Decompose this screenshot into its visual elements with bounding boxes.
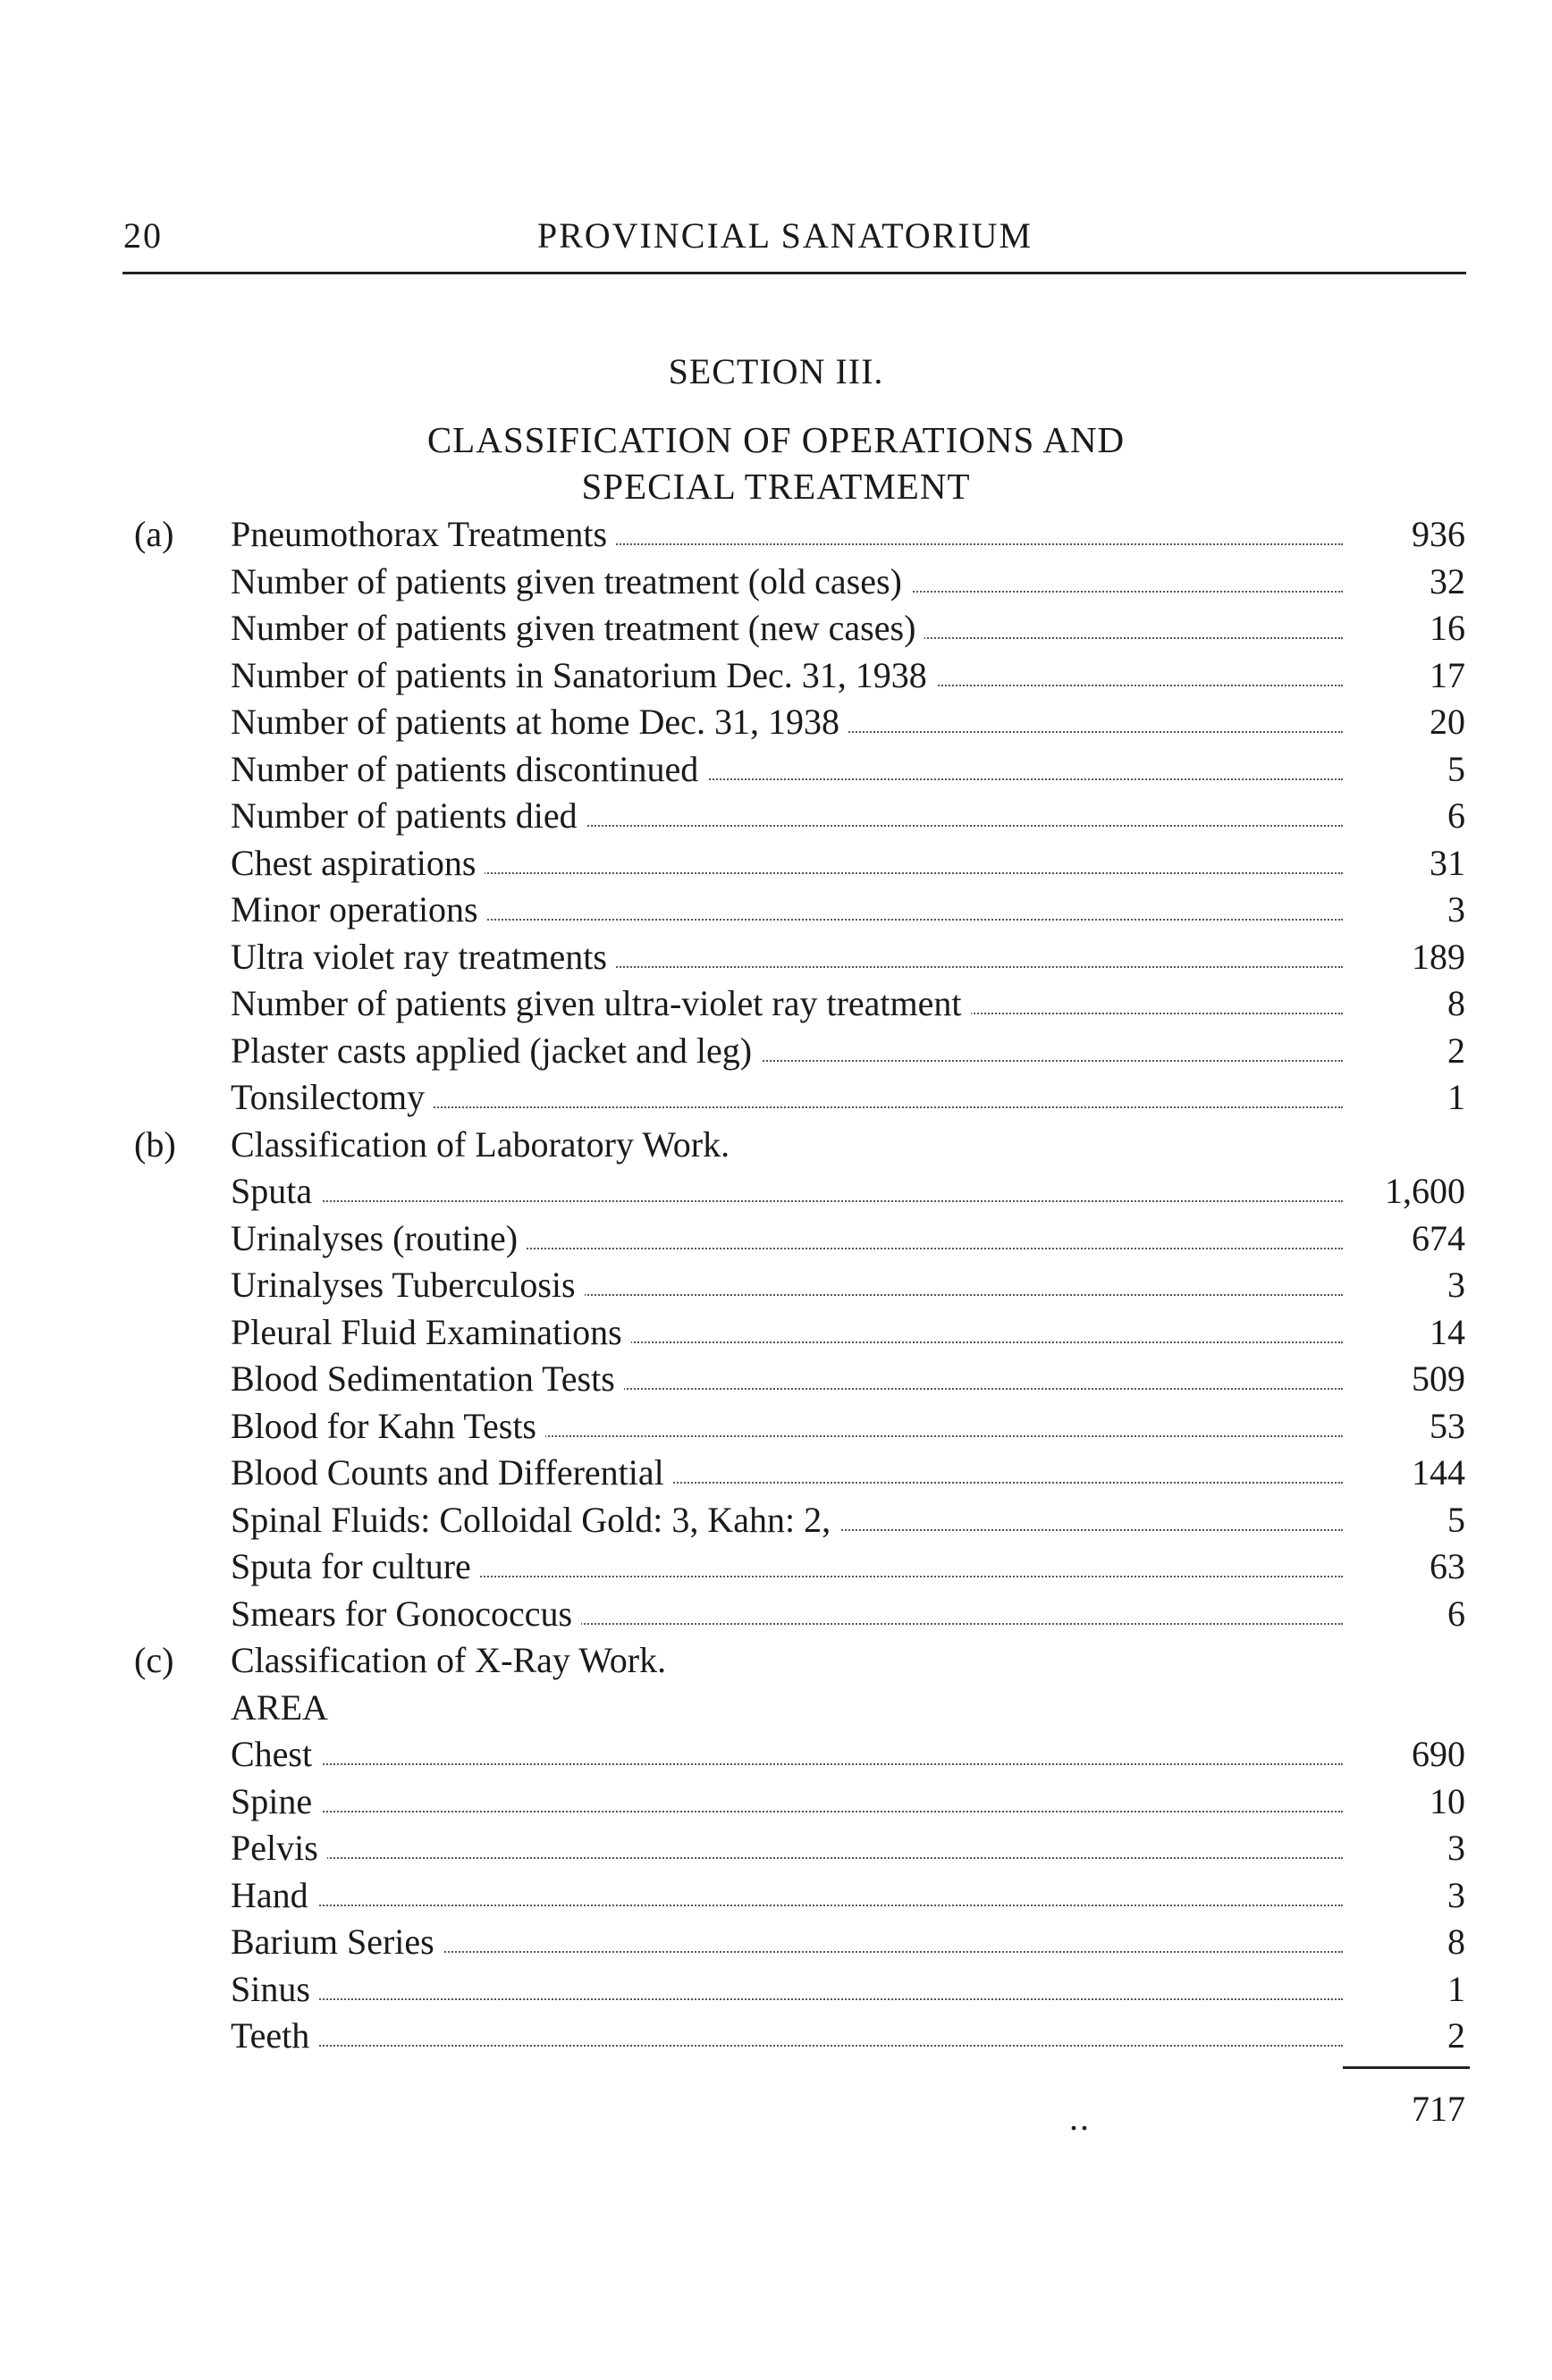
item-value: 3 xyxy=(1447,1828,1465,1868)
header-rule xyxy=(122,272,1466,274)
item-label: Number of patients discontinued xyxy=(231,746,707,793)
dot-leader xyxy=(241,1763,1343,1765)
list-item xyxy=(0,652,1552,700)
item-label: Pneumothorax Treatments xyxy=(231,511,616,558)
list-item xyxy=(0,840,1552,887)
item-label: Number of patients given treatment (new cases) xyxy=(231,605,924,652)
list-item xyxy=(0,1731,1552,1779)
list-item xyxy=(0,1497,1552,1544)
item-value: 1 xyxy=(1447,1077,1465,1117)
item-value: 14 xyxy=(1430,1311,1465,1352)
list-item xyxy=(0,1356,1552,1403)
item-label: Teeth xyxy=(231,2013,318,2059)
item-value: 8 xyxy=(1447,1922,1465,1962)
item-label: Sputa for culture xyxy=(231,1543,480,1590)
item-value: 2 xyxy=(1447,1030,1465,1071)
item-value: 144 xyxy=(1412,1452,1465,1493)
list-item xyxy=(0,1403,1552,1451)
list-item xyxy=(0,1450,1552,1497)
list-item xyxy=(0,699,1552,746)
item-label: Tonsilectomy xyxy=(231,1074,434,1121)
item-label: Pelvis xyxy=(231,1825,327,1871)
item-label: Barium Series xyxy=(231,1919,443,1965)
item-label: Ultra violet ray treatments xyxy=(231,934,616,980)
dot-leader xyxy=(241,1857,1343,1859)
item-value: 509 xyxy=(1412,1358,1465,1399)
item-value: 10 xyxy=(1430,1780,1465,1821)
running-head xyxy=(123,214,1464,265)
item-label: Number of patients in Sanatorium Dec. 31, 1938 xyxy=(231,652,936,699)
dot-leader xyxy=(241,1811,1343,1812)
list-item xyxy=(0,1779,1552,1826)
item-label: Number of patients given treatment (old cases) xyxy=(231,559,911,605)
list-item xyxy=(0,1825,1552,1872)
item-value: 8 xyxy=(1447,983,1465,1023)
dot-leader xyxy=(241,2045,1343,2047)
item-label: Blood Counts and Differential xyxy=(231,1450,673,1496)
list-item xyxy=(0,605,1552,652)
item-label: Spinal Fluids: Colloidal Gold: 3, Kahn: 2, xyxy=(231,1497,839,1543)
list-item xyxy=(0,1685,1552,1732)
page-number: 20 xyxy=(123,215,163,256)
list-item xyxy=(0,1919,1552,1966)
list-item xyxy=(0,980,1552,1028)
item-label: Plaster casts applied (jacket and leg) xyxy=(231,1028,761,1074)
total-value: 717 xyxy=(1412,2089,1465,2129)
item-value: 63 xyxy=(1430,1546,1465,1586)
list-item xyxy=(0,1637,1552,1685)
section-subtitle-line-2: SPECIAL TREATMENT xyxy=(581,466,971,507)
item-label: Number of patients given ultra-violet ray treatment xyxy=(231,980,971,1027)
list-item xyxy=(0,2013,1552,2060)
list-item xyxy=(0,511,1552,559)
item-value: 53 xyxy=(1430,1405,1465,1446)
item-label: Number of patients died xyxy=(231,793,586,839)
section-title: SECTION III. xyxy=(668,351,884,391)
item-value: 5 xyxy=(1447,748,1465,789)
list-item xyxy=(0,1591,1552,1638)
item-value: 31 xyxy=(1430,842,1465,883)
item-value: 20 xyxy=(1430,702,1465,742)
item-label: Smears for Gonococcus xyxy=(231,1591,581,1637)
item-label: Chest aspirations xyxy=(231,840,485,887)
total-rule xyxy=(1343,2066,1470,2069)
list-item xyxy=(0,793,1552,840)
item-value: 189 xyxy=(1412,936,1465,977)
item-label: Classification of Laboratory Work. xyxy=(231,1122,738,1168)
item-label: Urinalyses (routine) xyxy=(231,1215,527,1262)
dot-leader xyxy=(241,1200,1343,1202)
item-label: Minor operations xyxy=(231,887,487,933)
list-item xyxy=(0,1168,1552,1215)
list-item xyxy=(0,1074,1552,1122)
total-dots: .. xyxy=(1069,2098,1091,2138)
item-value: 690 xyxy=(1412,1734,1465,1774)
item-label: Chest xyxy=(231,1731,321,1778)
item-value: 3 xyxy=(1447,1265,1465,1305)
item-label: Sputa xyxy=(231,1168,321,1215)
item-value: 6 xyxy=(1447,1593,1465,1634)
list-item xyxy=(0,887,1552,934)
item-label: Urinalyses Tuberculosis xyxy=(231,1262,585,1308)
item-label: Classification of X-Ray Work. xyxy=(231,1637,675,1684)
item-label: Hand xyxy=(231,1872,317,1919)
item-value: 1,600 xyxy=(1385,1171,1465,1211)
list-item xyxy=(0,1028,1552,1075)
item-value: 3 xyxy=(1447,889,1465,929)
list-item xyxy=(0,1872,1552,1920)
item-label: Blood Sedimentation Tests xyxy=(231,1356,624,1402)
item-label: Blood for Kahn Tests xyxy=(231,1403,545,1450)
list-item xyxy=(0,746,1552,794)
item-value: 32 xyxy=(1430,560,1465,601)
item-value: 3 xyxy=(1447,1874,1465,1915)
dot-leader xyxy=(241,1905,1343,1906)
item-value: 1 xyxy=(1447,1968,1465,2009)
list-item xyxy=(0,1262,1552,1309)
dot-leader xyxy=(241,1998,1343,2000)
item-marker: (c) xyxy=(134,1640,174,1680)
statistics-list xyxy=(0,511,1552,2060)
item-value: 5 xyxy=(1447,1499,1465,1540)
list-item xyxy=(0,559,1552,606)
list-item xyxy=(0,1122,1552,1169)
item-label: Spine xyxy=(231,1779,321,1825)
item-value: 936 xyxy=(1412,514,1465,554)
item-value: 6 xyxy=(1447,795,1465,836)
item-value: 16 xyxy=(1430,608,1465,648)
item-label: Sinus xyxy=(231,1966,319,2013)
list-item xyxy=(0,1309,1552,1357)
item-value: 2 xyxy=(1447,2015,1465,2056)
list-item xyxy=(0,934,1552,981)
section-subtitle-line-1: CLASSIFICATION OF OPERATIONS AND xyxy=(426,419,1126,460)
item-value: 674 xyxy=(1412,1217,1465,1258)
page-header-title: PROVINCIAL SANATORIUM xyxy=(536,215,1033,256)
item-label: AREA xyxy=(231,1685,337,1731)
item-label: Number of patients at home Dec. 31, 1938 xyxy=(231,699,848,745)
list-item xyxy=(0,1543,1552,1591)
item-marker: (a) xyxy=(134,514,174,554)
list-item xyxy=(0,1966,1552,2014)
item-marker: (b) xyxy=(134,1123,176,1165)
item-label: Pleural Fluid Examinations xyxy=(231,1309,631,1356)
item-value: 17 xyxy=(1430,654,1465,695)
list-item xyxy=(0,1215,1552,1263)
